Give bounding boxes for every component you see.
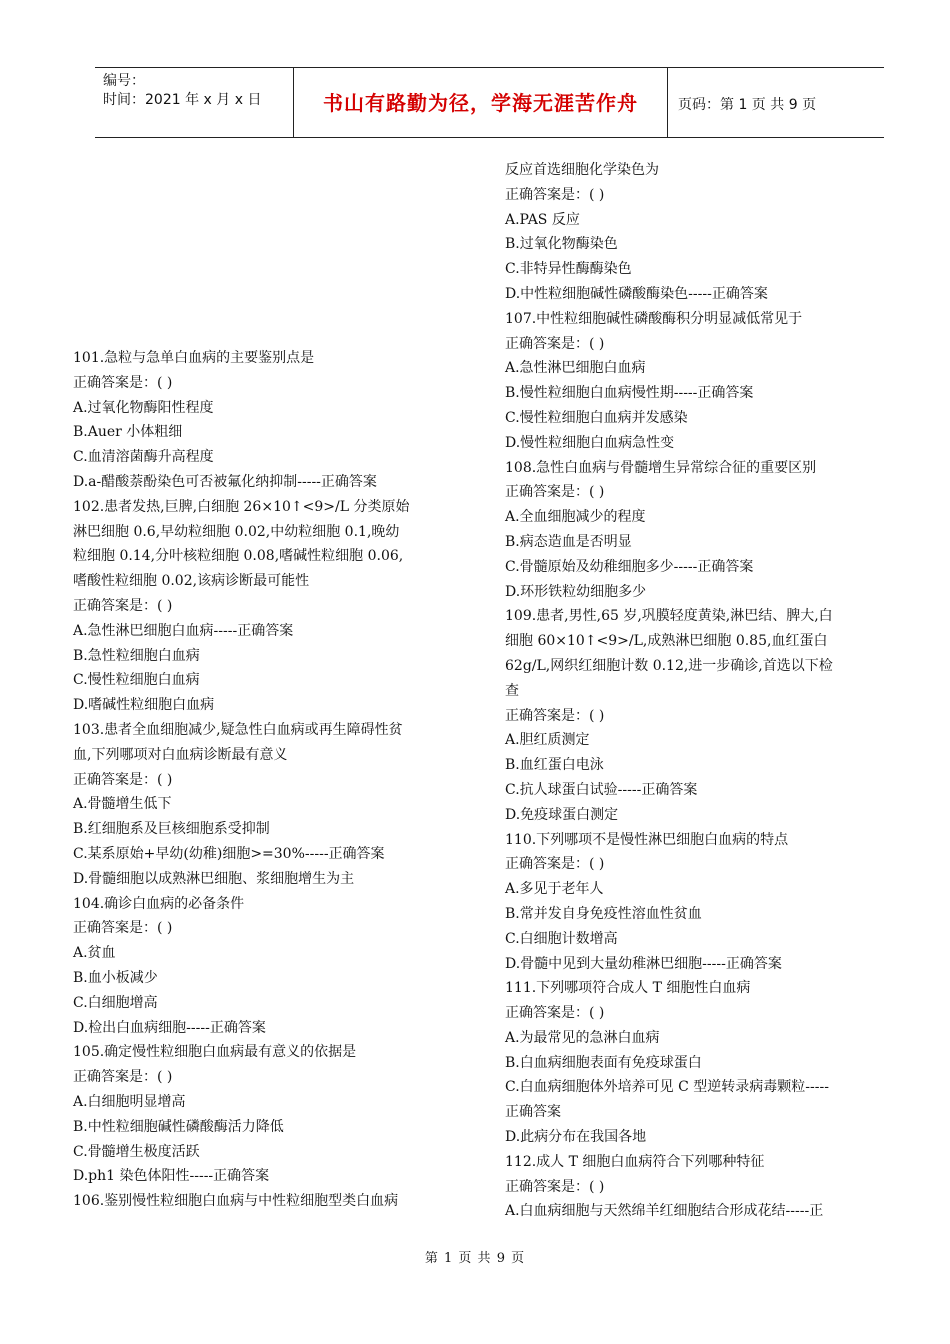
text-line: C.白细胞计数增高 xyxy=(505,930,618,947)
text-line: B.Auer 小体粗细 xyxy=(73,424,183,441)
header-page-cell xyxy=(668,68,884,137)
text-line: 粒细胞 0.14,分叶核粒细胞 0.08,嗜碱性粒细胞 0.06, xyxy=(73,548,404,565)
text-line: C.白细胞增高 xyxy=(73,994,158,1011)
text-line: 正确答案是：( ) xyxy=(73,374,173,391)
text-line: A.骨髓增生低下 xyxy=(73,796,172,813)
text-line: 正确答案是：( ) xyxy=(505,484,605,501)
text-line: 嗜酸性粒细胞 0.02,该病诊断最可能性 xyxy=(73,573,310,590)
text-line: C.非特异性酶酶染色 xyxy=(505,261,632,278)
motto-text: 书山有路勤为径，学海无涯苦作舟 xyxy=(323,91,638,115)
text-line: 正确答案是：( ) xyxy=(505,856,605,873)
text-line: A.为最常见的急淋白血病 xyxy=(505,1029,660,1046)
right-text-column xyxy=(505,158,902,1224)
header-info-cell xyxy=(95,68,294,137)
text-line: 淋巴细胞 0.6,早幼粒细胞 0.02,中幼粒细胞 0.1,晚幼 xyxy=(73,523,400,540)
text-line: A.急性淋巴细胞白血病-----正确答案 xyxy=(73,622,294,639)
text-line: B.红细胞系及巨核细胞系受抑制 xyxy=(73,821,270,838)
document-time-label: 时间：2021 年 x 月 x 日 xyxy=(103,92,262,108)
text-line: D.骨髓中见到大量幼稚淋巴细胞-----正确答案 xyxy=(505,955,782,972)
page-footer: 第 1 页 共 9 页 xyxy=(424,1251,526,1266)
text-line: C.白血病细胞体外培养可见 C 型逆转录病毒颗粒----- xyxy=(505,1079,829,1096)
page-number-label: 页码：第 1 页 共 9 页 xyxy=(678,97,817,113)
text-line: B.常并发自身免疫性溶血性贫血 xyxy=(505,905,702,922)
text-line: B.过氧化物酶染色 xyxy=(505,236,618,253)
text-line: 反应首选细胞化学染色为 xyxy=(505,162,659,178)
text-line: B.急性粒细胞白血病 xyxy=(73,647,200,664)
text-line: 107.中性粒细胞碱性磷酸酶积分明显减低常见于 xyxy=(505,310,803,327)
text-line: 正确答案是：( ) xyxy=(505,707,605,724)
text-line: 102.患者发热,巨脾,白细胞 26×10↑<9>/L 分类原始 xyxy=(73,498,410,515)
text-line: 112.成人 T 细胞白血病符合下列哪种特征 xyxy=(505,1153,765,1170)
text-line: A.全血细胞减少的程度 xyxy=(505,509,646,526)
text-line: D.免疫球蛋白测定 xyxy=(505,806,619,823)
text-line: A.急性淋巴细胞白血病 xyxy=(505,360,646,377)
text-line: A.白血病细胞与天然绵羊红细胞结合形成花结-----正 xyxy=(505,1203,824,1220)
text-line: 正确答案 xyxy=(505,1104,561,1121)
text-line: D.嗜碱性粒细胞白血病 xyxy=(73,697,215,714)
text-line: D.检出白血病细胞-----正确答案 xyxy=(73,1019,266,1036)
text-line: 查 xyxy=(505,682,519,699)
text-line: C.某系原始+早幼(幼稚)细胞>=30%-----正确答案 xyxy=(73,845,385,862)
text-line: D.慢性粒细胞白血病急性变 xyxy=(505,434,675,451)
left-text-column xyxy=(73,346,468,1214)
text-line: D.环形铁粒幼细胞多少 xyxy=(505,583,647,600)
text-line: 62g/L,网织红细胞计数 0.12,进一步确诊,首选以下检 xyxy=(505,657,833,674)
text-line: C.慢性粒细胞白血病并发感染 xyxy=(505,409,688,426)
text-line: 104.确诊白血病的必备条件 xyxy=(73,895,245,912)
text-line: 正确答案是：( ) xyxy=(505,335,605,352)
text-line: 正确答案是：( ) xyxy=(73,1069,173,1086)
text-line: C.骨髓原始及幼稚细胞多少-----正确答案 xyxy=(505,558,754,575)
text-line: B.血红蛋白电泳 xyxy=(505,757,604,774)
document-number-label: 编号： xyxy=(103,73,145,89)
text-line: C.抗人球蛋白试验-----正确答案 xyxy=(505,781,698,798)
text-line: 103.患者全血细胞减少,疑急性白血病或再生障碍性贫 xyxy=(73,721,403,738)
text-line: A.胆红质测定 xyxy=(505,732,590,749)
text-line: A.白细胞明显增高 xyxy=(73,1093,186,1110)
text-line: 正确答案是：( ) xyxy=(505,1005,605,1022)
text-line: 110.下列哪项不是慢性淋巴细胞白血病的特点 xyxy=(505,831,789,848)
text-line: 血,下列哪项对白血病诊断最有意义 xyxy=(73,746,288,763)
text-line: D.骨髓细胞以成熟淋巴细胞、浆细胞增生为主 xyxy=(73,870,355,887)
text-line: 109.患者,男性,65 岁,巩膜轻度黄染,淋巴结、脾大,白 xyxy=(505,608,833,625)
text-line: 111.下列哪项符合成人 T 细胞性白血病 xyxy=(505,980,751,997)
text-line: B.慢性粒细胞白血病慢性期-----正确答案 xyxy=(505,385,754,402)
text-line: B.中性粒细胞碱性磷酸酶活力降低 xyxy=(73,1118,284,1135)
text-line: 正确答案是：( ) xyxy=(73,597,173,614)
text-line: 正确答案是：( ) xyxy=(73,920,173,937)
page-header xyxy=(95,67,884,138)
text-line: C.血清溶菌酶升高程度 xyxy=(73,449,214,466)
text-line: A.PAS 反应 xyxy=(505,211,580,228)
text-line: B.血小板减少 xyxy=(73,969,158,986)
text-line: B.白血病细胞表面有免疫球蛋白 xyxy=(505,1054,702,1071)
text-line: A.过氧化物酶阳性程度 xyxy=(73,399,214,416)
text-line: 105.确定慢性粒细胞白血病最有意义的依据是 xyxy=(73,1044,357,1061)
text-line: D.此病分布在我国各地 xyxy=(505,1129,647,1146)
header-motto-cell xyxy=(294,68,668,137)
text-line: 106.鉴别慢性粒细胞白血病与中性粒细胞型类白血病 xyxy=(73,1193,399,1210)
text-line: 101.急粒与急单白血病的主要鉴别点是 xyxy=(73,350,315,366)
text-line: 正确答案是：( ) xyxy=(505,186,605,203)
text-line: A.贫血 xyxy=(73,945,116,962)
text-line: 108.急性白血病与骨髓增生异常综合征的重要区别 xyxy=(505,459,817,476)
text-line: D.中性粒细胞碱性磷酸酶染色-----正确答案 xyxy=(505,285,768,302)
text-line: 正确答案是：( ) xyxy=(505,1178,605,1195)
text-line: C.慢性粒细胞白血病 xyxy=(73,672,200,689)
text-line: D.a-醋酸萘酚染色可否被氟化纳抑制-----正确答案 xyxy=(73,473,377,490)
text-line: D.ph1 染色体阳性-----正确答案 xyxy=(73,1168,270,1185)
text-line: B.病态造血是否明显 xyxy=(505,533,632,550)
text-line: A.多见于老年人 xyxy=(505,881,604,898)
text-line: 细胞 60×10↑<9>/L,成熟淋巴细胞 0.85,血红蛋白 xyxy=(505,633,828,650)
text-line: 正确答案是：( ) xyxy=(73,771,173,788)
text-line: C.骨髓增生极度活跃 xyxy=(73,1143,200,1160)
